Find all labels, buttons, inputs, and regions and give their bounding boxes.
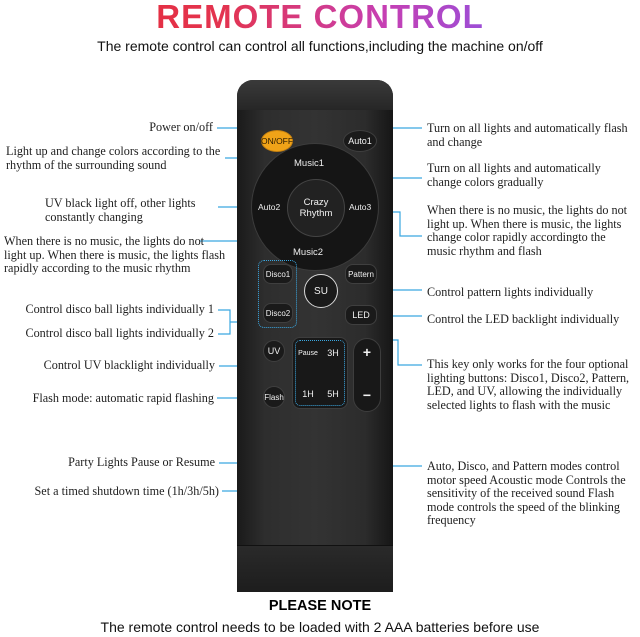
label-flash: Flash mode: automatic rapid flashing — [32, 391, 214, 405]
auto3-button[interactable]: Auto3 — [349, 202, 372, 212]
page-subtitle: The remote control can control all functions,including the machine on/off — [97, 38, 543, 54]
su-label: SU — [314, 285, 328, 297]
led-button[interactable]: LED — [345, 305, 377, 325]
disco1-button[interactable]: Disco1 — [263, 264, 293, 284]
pattern-button[interactable]: Pattern — [345, 264, 377, 284]
flash-button[interactable]: Flash — [263, 386, 285, 408]
auto2-button[interactable]: Auto2 — [258, 202, 281, 212]
label-disco2: Control disco ball lights individually 2 — [25, 326, 214, 340]
label-pattern: Control pattern lights individually — [427, 285, 594, 299]
label-music2: When there is no music, the lights do not light up. When there is music, the lights flash rapidly according to the music rhythm — [4, 234, 226, 275]
label-auto3: Turn on all lights and automatically change colors gradually — [427, 161, 601, 189]
remote-ir-head — [237, 80, 393, 110]
label-auto2: UV black light off, other lights constantly changing — [45, 196, 196, 224]
plus-button[interactable]: + — [362, 344, 372, 360]
note-title: PLEASE NOTE — [268, 598, 372, 614]
music1-button[interactable]: Music1 — [294, 158, 325, 169]
label-led: Control the LED backlight individually — [427, 312, 620, 326]
timer-3h-button[interactable]: 3H — [327, 348, 339, 358]
label-uv: Control UV blacklight individually — [43, 358, 215, 372]
auto1-button[interactable]: Auto1 — [343, 130, 377, 152]
su-button[interactable] — [304, 274, 338, 308]
timer-1h-button[interactable]: 1H — [302, 389, 314, 399]
leader-disco — [218, 310, 230, 334]
label-disco1: Control disco ball lights individually 1 — [25, 302, 214, 316]
page-title: REMOTE CONTROL — [0, 0, 640, 34]
label-crazy: When there is no music, the lights do not light up. When there is music, the lights change color rapidly accordingto the music rhythm and flash — [427, 203, 628, 258]
uv-button[interactable]: UV — [263, 340, 285, 362]
battery-cover — [237, 545, 393, 592]
music2-button[interactable]: Music2 — [293, 247, 324, 258]
label-power: Power on/off — [149, 120, 213, 134]
disco2-button[interactable]: Disco2 — [263, 303, 293, 323]
remote-control — [237, 80, 393, 592]
label-su: This key only works for the four optional lighting buttons: Disco1, Disco2, Pattern, LED, and UV, allowing the individually selected lights to flash with the music — [427, 357, 630, 412]
mode-dial — [251, 143, 379, 271]
minus-button[interactable]: − — [362, 387, 372, 403]
note-text: The remote control needs to be loaded with 2 AAA batteries before use — [100, 619, 540, 635]
label-timer: Set a timed shutdown time (1h/3h/5h) — [34, 484, 219, 498]
onoff-button[interactable]: ON/OFF — [261, 130, 293, 152]
crazy-rhythm-button[interactable]: Crazy Rhythm — [287, 179, 345, 237]
pause-button[interactable]: Pause — [298, 349, 318, 357]
timer-5h-button[interactable]: 5H — [327, 389, 339, 399]
label-pause: Party Lights Pause or Resume — [68, 455, 215, 469]
label-music1: Light up and change colors according to the rhythm of the surrounding sound — [6, 144, 221, 172]
label-auto1: Turn on all lights and automatically flash and change — [427, 121, 628, 149]
label-plusminus: Auto, Disco, and Pattern modes control motor speed Acoustic mode Controls the sensitivity of the received sound Flash mode controls the speed of the blinking frequency — [427, 459, 626, 527]
